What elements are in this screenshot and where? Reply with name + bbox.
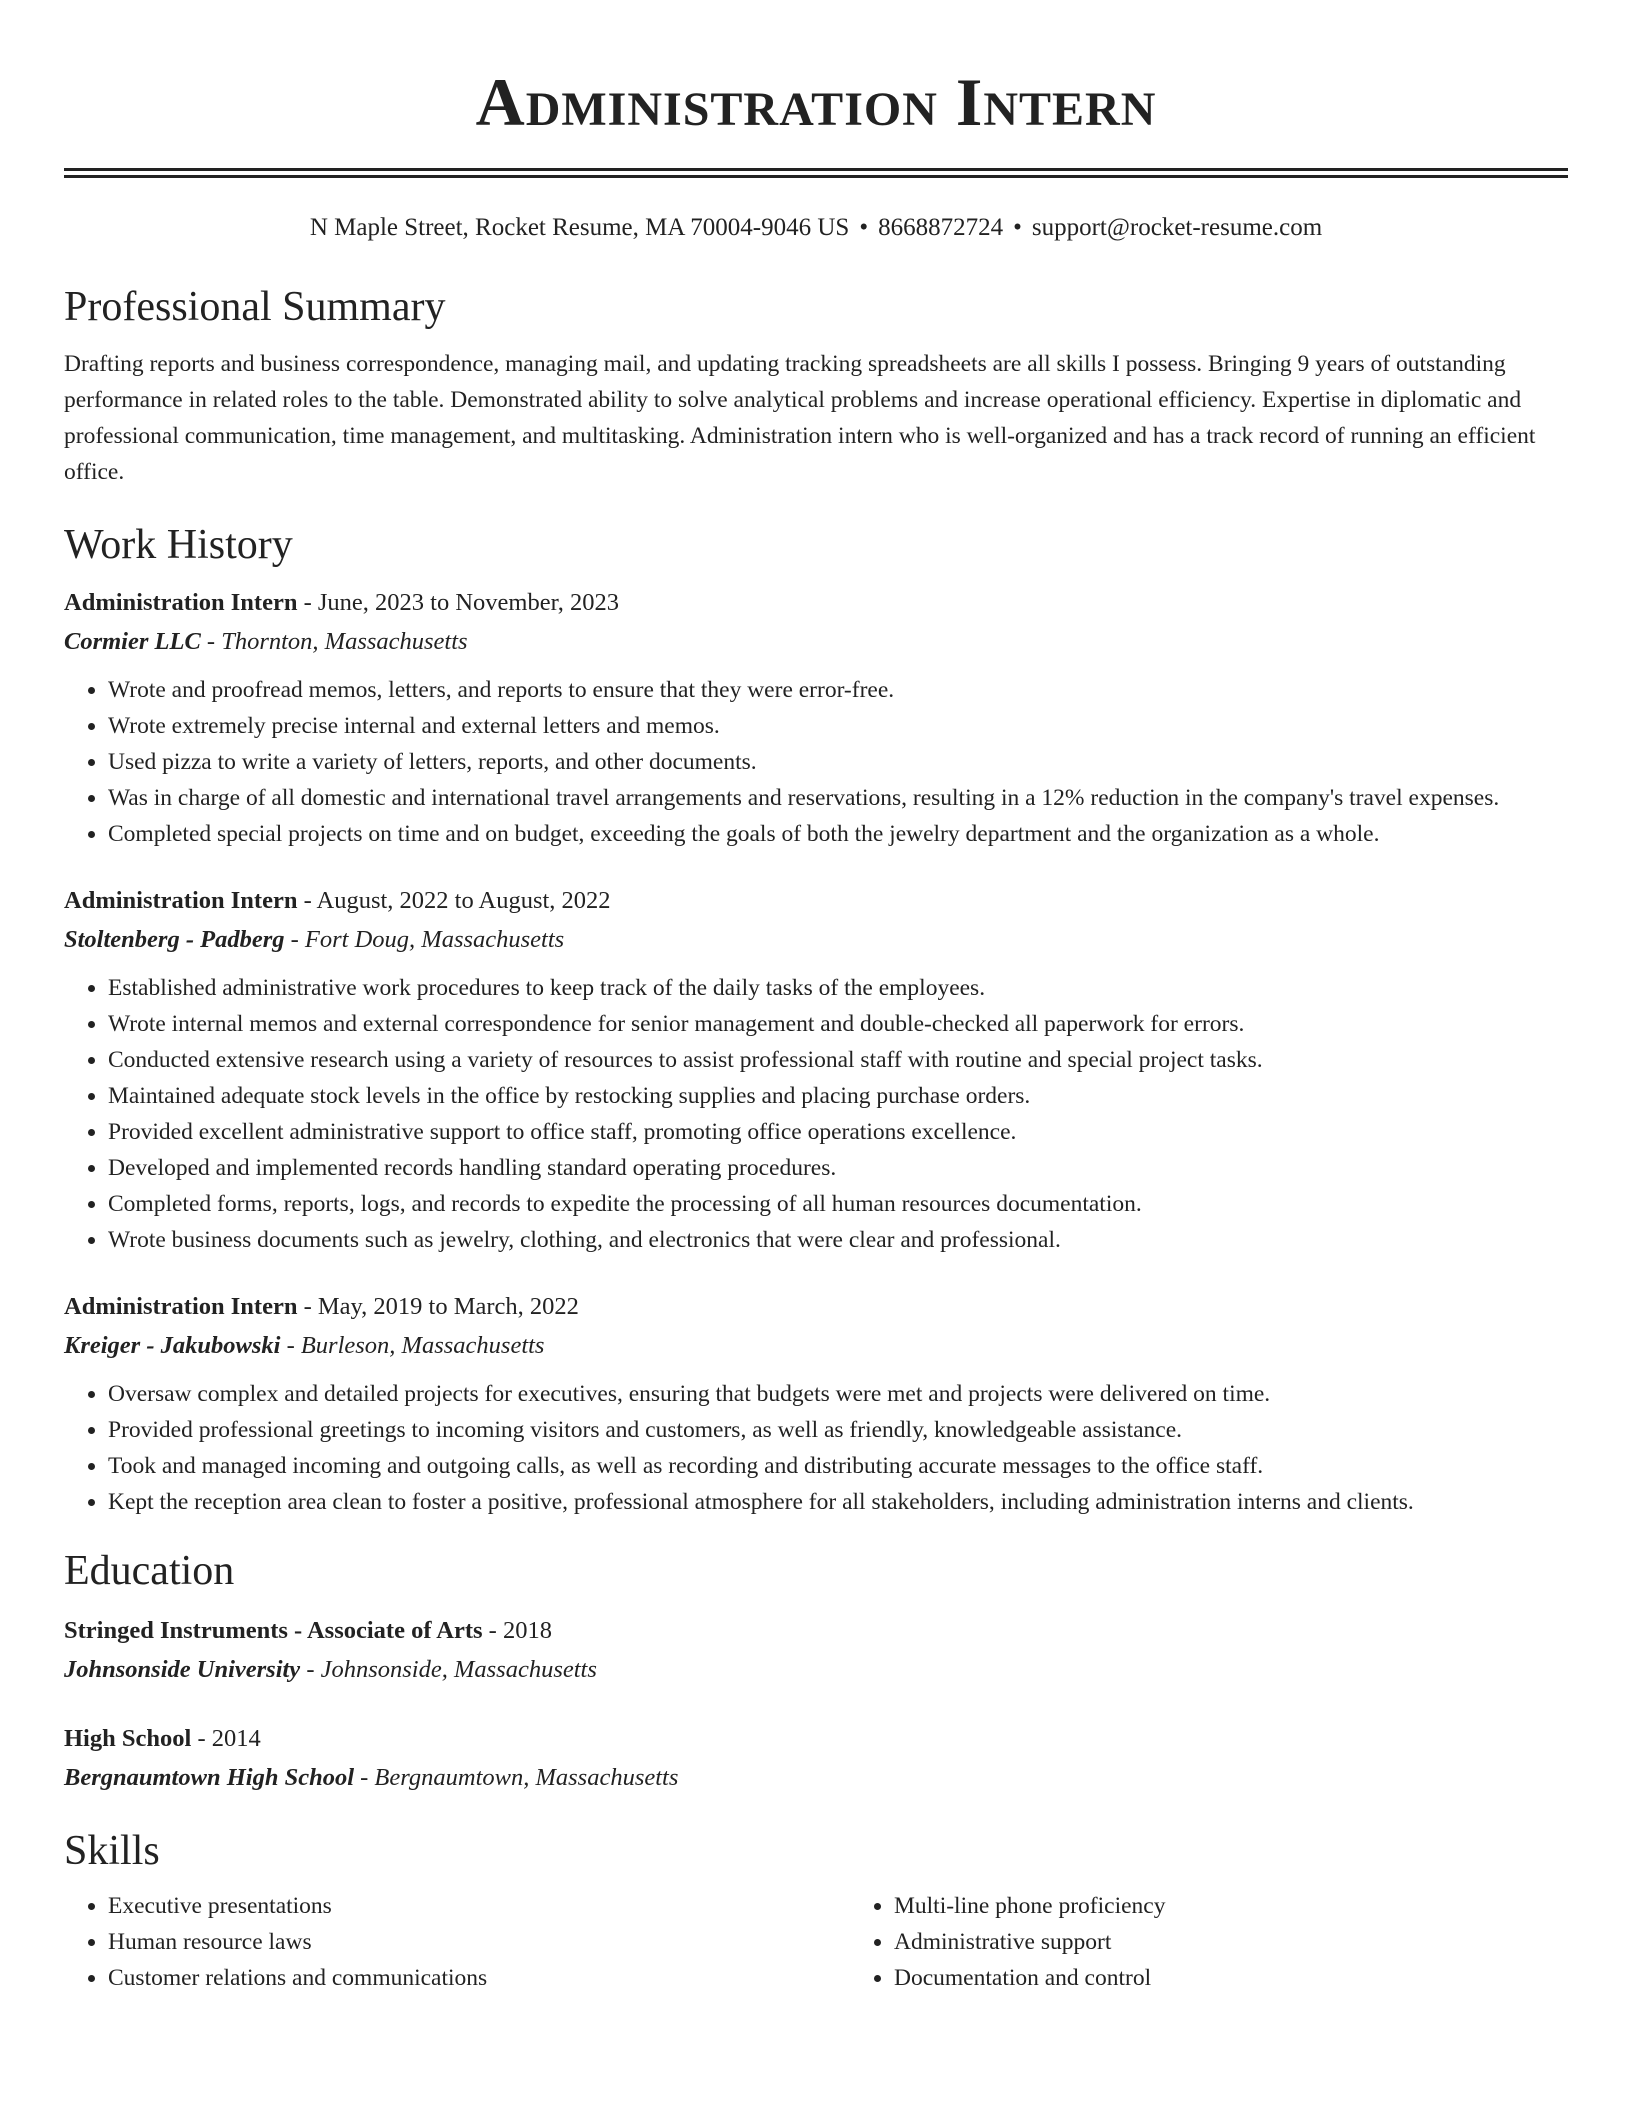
- job-bullets: [64, 672, 1568, 852]
- education-year: - 2014: [191, 1725, 261, 1752]
- summary-text: Drafting reports and business correspondence, managing mail, and updating tracking spreadsheets are all skills I possess. Bringing 9 years of outstanding performance in related roles to the table. Demonstrated ability to solve analytical problems and increase operational efficiency. Expertise in diplomatic and professional communication, time management, and multitasking. Administration intern who is well-organized and has a track record of running an efficient office.: [64, 351, 1536, 485]
- job-location: - Burleson, Massachusetts: [280, 1332, 545, 1359]
- education-entry: [64, 1720, 1568, 1798]
- job-location: - Thornton, Massachusetts: [200, 628, 468, 655]
- job-entry: [64, 1288, 1568, 1520]
- job-title-line: [64, 1288, 1568, 1326]
- job-title-line: [64, 584, 1568, 622]
- education-year: - 2018: [482, 1617, 552, 1644]
- skill-item: • Multi-line phone proficiency: [894, 1888, 1632, 1924]
- list-item: • Provided professional greetings to incoming visitors and customers, as well as friendly, knowledgeable assistance.: [108, 1412, 1568, 1448]
- list-item: • Maintained adequate stock levels in the office by restocking supplies and placing purchase orders.: [108, 1078, 1568, 1114]
- list-item: • Conducted extensive research using a variety of resources to assist professional staff with routine and special project tasks.: [108, 1042, 1568, 1078]
- education-location: - Johnsonside, Massachusetts: [300, 1656, 597, 1683]
- skill-item: • Documentation and control: [894, 1960, 1632, 1996]
- job-bullets: [64, 1376, 1568, 1520]
- education-degree: Stringed Instruments - Associate of Arts: [64, 1617, 483, 1644]
- contact-phone: 8668872724: [878, 214, 1004, 241]
- list-item: • Completed special projects on time and on budget, exceeding the goals of both the jewelry department and the organization as a whole.: [108, 816, 1568, 852]
- job-bullets: [64, 970, 1568, 1258]
- job-company-line: [64, 1326, 1568, 1366]
- list-item: • Developed and implemented records handling standard operating procedures.: [108, 1150, 1568, 1186]
- job-company-line: [64, 920, 1568, 960]
- resume-name: Administration Intern: [475, 64, 1157, 140]
- education-school-line: [64, 1758, 1568, 1798]
- education-location: - Bergnaumtown, Massachusetts: [354, 1764, 679, 1791]
- list-item: • Took and managed incoming and outgoing calls, as well as recording and distributing accurate messages to the office staff.: [108, 1448, 1568, 1484]
- list-item: • Oversaw complex and detailed projects for executives, ensuring that budgets were met and projects were delivered on time.: [108, 1376, 1568, 1412]
- contact-line: [64, 212, 1568, 244]
- list-item: • Wrote extremely precise internal and external letters and memos.: [108, 708, 1568, 744]
- skills-column-right: [850, 1888, 1632, 1996]
- skills-grid: [64, 1888, 1568, 1996]
- contact-separator: •: [1013, 214, 1022, 241]
- education-school: Bergnaumtown High School: [64, 1764, 355, 1791]
- job-location: - Fort Doug, Massachusetts: [284, 926, 565, 953]
- job-dates: - August, 2022 to August, 2022: [297, 887, 611, 914]
- job-role: Administration Intern: [64, 589, 298, 616]
- list-item: • Wrote business documents such as jewelry, clothing, and electronics that were clear and professional.: [108, 1222, 1568, 1258]
- list-item: • Wrote and proofread memos, letters, and reports to ensure that they were error-free.: [108, 672, 1568, 708]
- education-school: Johnsonside University: [64, 1656, 301, 1683]
- header-rule-top: [64, 168, 1568, 171]
- skills-heading: Skills: [64, 1828, 160, 1874]
- list-item: • Used pizza to write a variety of letters, reports, and other documents.: [108, 744, 1568, 780]
- skill-item: • Administrative support: [894, 1924, 1632, 1960]
- list-item: • Wrote internal memos and external correspondence for senior management and double-checked all paperwork for errors.: [108, 1006, 1568, 1042]
- job-company: Kreiger - Jakubowski: [64, 1332, 281, 1359]
- contact-separator: •: [859, 214, 869, 241]
- list-item: • Kept the reception area clean to foster a positive, professional atmosphere for all stakeholders, including administration interns and clients.: [108, 1484, 1568, 1520]
- job-company-line: [64, 622, 1568, 662]
- education-degree: High School: [64, 1725, 192, 1752]
- header-rule-bottom: [64, 175, 1568, 178]
- education-degree-line: [64, 1612, 1568, 1650]
- contact-address: N Maple Street, Rocket Resume, MA 70004-9046 US: [309, 214, 850, 241]
- education-degree-line: [64, 1720, 1568, 1758]
- education-heading: Education: [64, 1548, 235, 1594]
- summary-heading: Professional Summary: [64, 284, 446, 330]
- skill-item: • Executive presentations: [108, 1888, 850, 1924]
- job-dates: - May, 2019 to March, 2022: [297, 1293, 579, 1320]
- job-company: Stoltenberg - Padberg: [64, 926, 285, 953]
- contact-email: support@rocket-resume.com: [1031, 214, 1323, 241]
- job-title-line: [64, 882, 1568, 920]
- education-entry: [64, 1612, 1568, 1690]
- list-item: • Was in charge of all domestic and international travel arrangements and reservations, resulting in a 12% reduction in the company's travel expenses.: [108, 780, 1568, 816]
- list-item: • Completed forms, reports, logs, and records to expedite the processing of all human resources documentation.: [108, 1186, 1568, 1222]
- list-item: • Provided excellent administrative support to office staff, promoting office operations excellence.: [108, 1114, 1568, 1150]
- job-dates: - June, 2023 to November, 2023: [297, 589, 620, 616]
- work-history-heading: Work History: [64, 522, 293, 568]
- job-role: Administration Intern: [64, 1293, 298, 1320]
- skill-item: • Customer relations and communications: [108, 1960, 850, 1996]
- list-item: • Established administrative work procedures to keep track of the daily tasks of the employees.: [108, 970, 1568, 1006]
- education-school-line: [64, 1650, 1568, 1690]
- job-company: Cormier LLC: [64, 628, 201, 655]
- job-role: Administration Intern: [64, 887, 298, 914]
- skill-item: • Human resource laws: [108, 1924, 850, 1960]
- job-entry: [64, 882, 1568, 1258]
- skills-column-left: [64, 1888, 850, 1996]
- job-entry: [64, 584, 1568, 852]
